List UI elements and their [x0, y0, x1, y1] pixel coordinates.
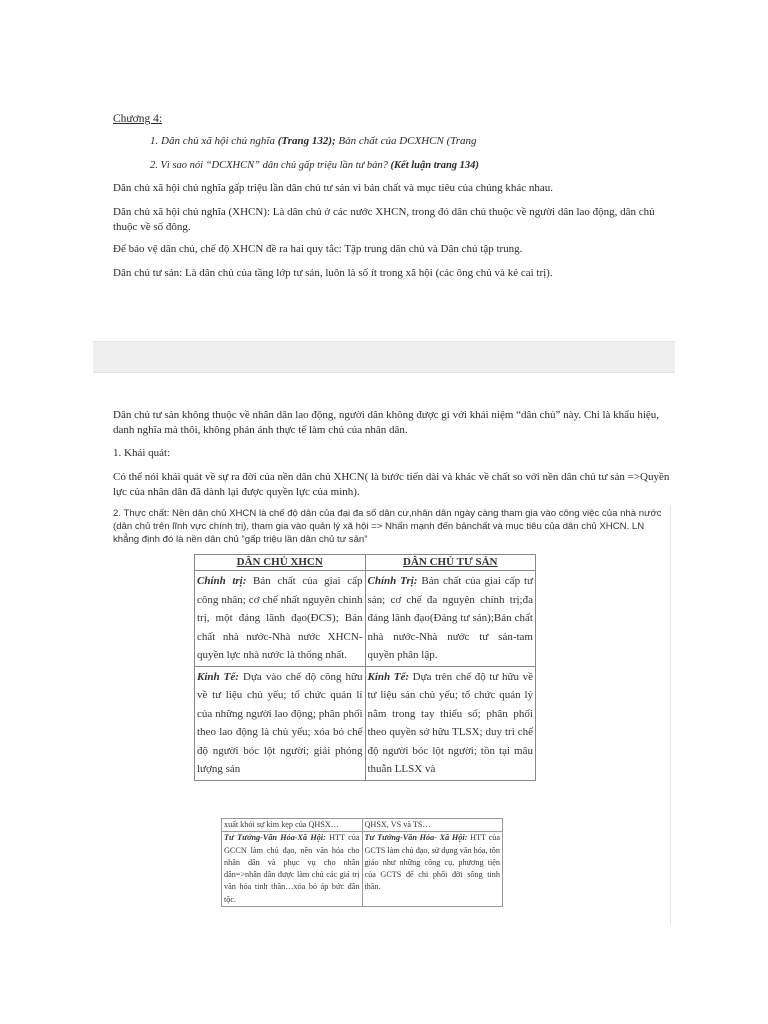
chapter-heading: Chương 4: — [113, 113, 163, 125]
cell-text: HTT của GCCN làm chủ đạo, nền văn hóa cho nhân dân và phục vụ cho nhân dân=>nhân dân được làm chủ các giá trị văn hóa tinh thần…xóa bỏ áp bức dân tộc. — [224, 833, 360, 904]
table-cell-right-politics — [365, 571, 536, 667]
cell-label: Kinh Tế: — [367, 670, 410, 683]
page-break-band — [93, 341, 675, 373]
cell-label: Chính trị: — [197, 575, 247, 587]
table2-cell-left-culture — [222, 832, 363, 907]
cell-text: Dựa trên chế độ tư hữu về tư liệu sản chủ yếu; tổ chức quản lý nằm trong tay thiểu số; phân phối theo quyền sở hữu TLSX; duy trì chế độ người bóc lột người; tồn tại mâu thuẫn LLSX và — [367, 670, 533, 775]
cell-label: Kinh Tế: — [197, 670, 239, 683]
table-cell-left-economy — [195, 666, 366, 780]
cell-label: Chính Trị: — [367, 575, 418, 587]
table-row — [195, 666, 536, 780]
cell-label: Tư Tưởng-Văn Hóa- Xã Hội: — [364, 833, 468, 843]
toc-item-2-text: 2. Vì sao nói “DCXHCN” dân chủ gấp triệu lần tư bản? — [150, 160, 391, 171]
cell-text: Bản chất của giai cấp công nhân; cơ chế nhất nguyên chính trị, một đảng lãnh đạo(ĐCS); Bản chất nhà nước-Nhà nước XHCN- quyền lực nhà nước là thống nhất. — [197, 575, 363, 661]
scan-edge-line — [670, 505, 671, 925]
cell-text: Bản chất của giai cấp tư sản; cơ chế đa nguyên chính trị;đa đảng lãnh đạo(Đảng tư sản);Bản chất nhà nước-Nhà nước tư sản-tam quyền phân lập. — [367, 575, 533, 661]
paragraph-1: Dân chủ xã hội chủ nghĩa gấp triệu lần dân chủ tư sản vì bản chất và mục tiêu của chúng khác nhau. — [113, 182, 554, 194]
table-row — [195, 571, 536, 667]
table-header-tusan: DÂN CHỦ TƯ SẢN — [365, 555, 536, 571]
cell-label: Tư Tưởng-Văn Hóa-Xã Hội: — [224, 833, 326, 843]
toc-item-1 — [150, 134, 477, 149]
paragraph-2: Dân chủ xã hội chủ nghĩa (XHCN): Là dân chủ ở các nước XHCN, trong đó dân chủ thuộc về người dân lao động, dân chủ thuộc về số đông. — [113, 206, 655, 233]
table-row — [222, 819, 503, 832]
toc-item-2 — [150, 158, 479, 173]
table-row — [222, 832, 503, 907]
cell-text: Dựa vào chế độ công hữu về tư liệu chủ yếu; tổ chức quản lí của những người lao động; phân phối theo lao động là chủ yếu; xóa bỏ chế độ người bóc lột người; giải phóng lượng sản — [197, 670, 363, 775]
table2-cell-right-culture — [362, 832, 503, 907]
table-cell-right-economy — [365, 666, 536, 780]
paragraph-4: Dân chủ tư sản: Là dân chủ của tầng lớp tư sản, luôn là số ít trong xã hội (các ông chủ và kẻ cai trị). — [113, 267, 553, 279]
comparison-table-2 — [221, 818, 503, 907]
table2-cell-right-top: QHSX, VS và TS… — [362, 819, 503, 832]
toc-item-1-page: (Trang 132); — [277, 135, 336, 147]
section2-paragraph-2: Có thể nói khái quát về sự ra đời của nền dân chủ XHCN( là bước tiến dài và khác về chất so với nền dân chủ tư sản =>Quyền lực của nhân dân đã dành lại được quyền lực của mình). — [113, 471, 670, 498]
table-cell-left-politics — [195, 571, 366, 667]
comparison-table-1 — [194, 554, 536, 781]
section2-item-1: 1. Khái quát: — [113, 447, 171, 459]
paragraph-3: Để bảo vệ dân chủ, chế độ XHCN đề ra hai quy tắc: Tập trung dân chủ và Dân chủ tập trung. — [113, 243, 523, 255]
section2-paragraph-1: Dân chủ tư sản không thuộc về nhân dân lao động, người dân không được gì với khái niệm “dân chủ” này. Chỉ là khẩu hiệu, danh nghĩa mà thôi, không phản ánh thực tế làm chủ của nhân dân. — [113, 409, 660, 436]
cell-text: HTT của GCTS làm chủ đạo, sử dụng văn hóa, tôn giáo như những công cụ, phương tiện của GCTS để chi phối đời sống tinh thần. — [364, 833, 500, 892]
toc-item-1-tail: Bản chất của DCXHCN (Trang — [335, 135, 477, 147]
toc-item-2-page: (Kết luận trang 134) — [390, 160, 479, 171]
table2-cell-left-top: xuất khỏi sự kìm kẹp của QHSX… — [222, 819, 363, 832]
table-header-xhcn: DÂN CHỦ XHCN — [195, 555, 366, 571]
scanned-snippet-text: 2. Thực chất: Nền dân chủ XHCN là chế độ dân của đại đa số dân cư,nhân dân ngày càng tham gia vào công việc của nhà nước (dân chủ trên lĩnh vực chính trị), tham gia vào quản lý xã hội => Nhấn mạnh đến bảnchất và mục tiêu của dân chủ XHCN. LN khẳng định đó là nền dân chủ “gấp triệu lần dân chủ tư sản” — [113, 508, 662, 545]
table-header-row — [195, 555, 536, 571]
toc-item-1-text: 1. Dân chủ xã hội chủ nghĩa — [150, 135, 278, 147]
